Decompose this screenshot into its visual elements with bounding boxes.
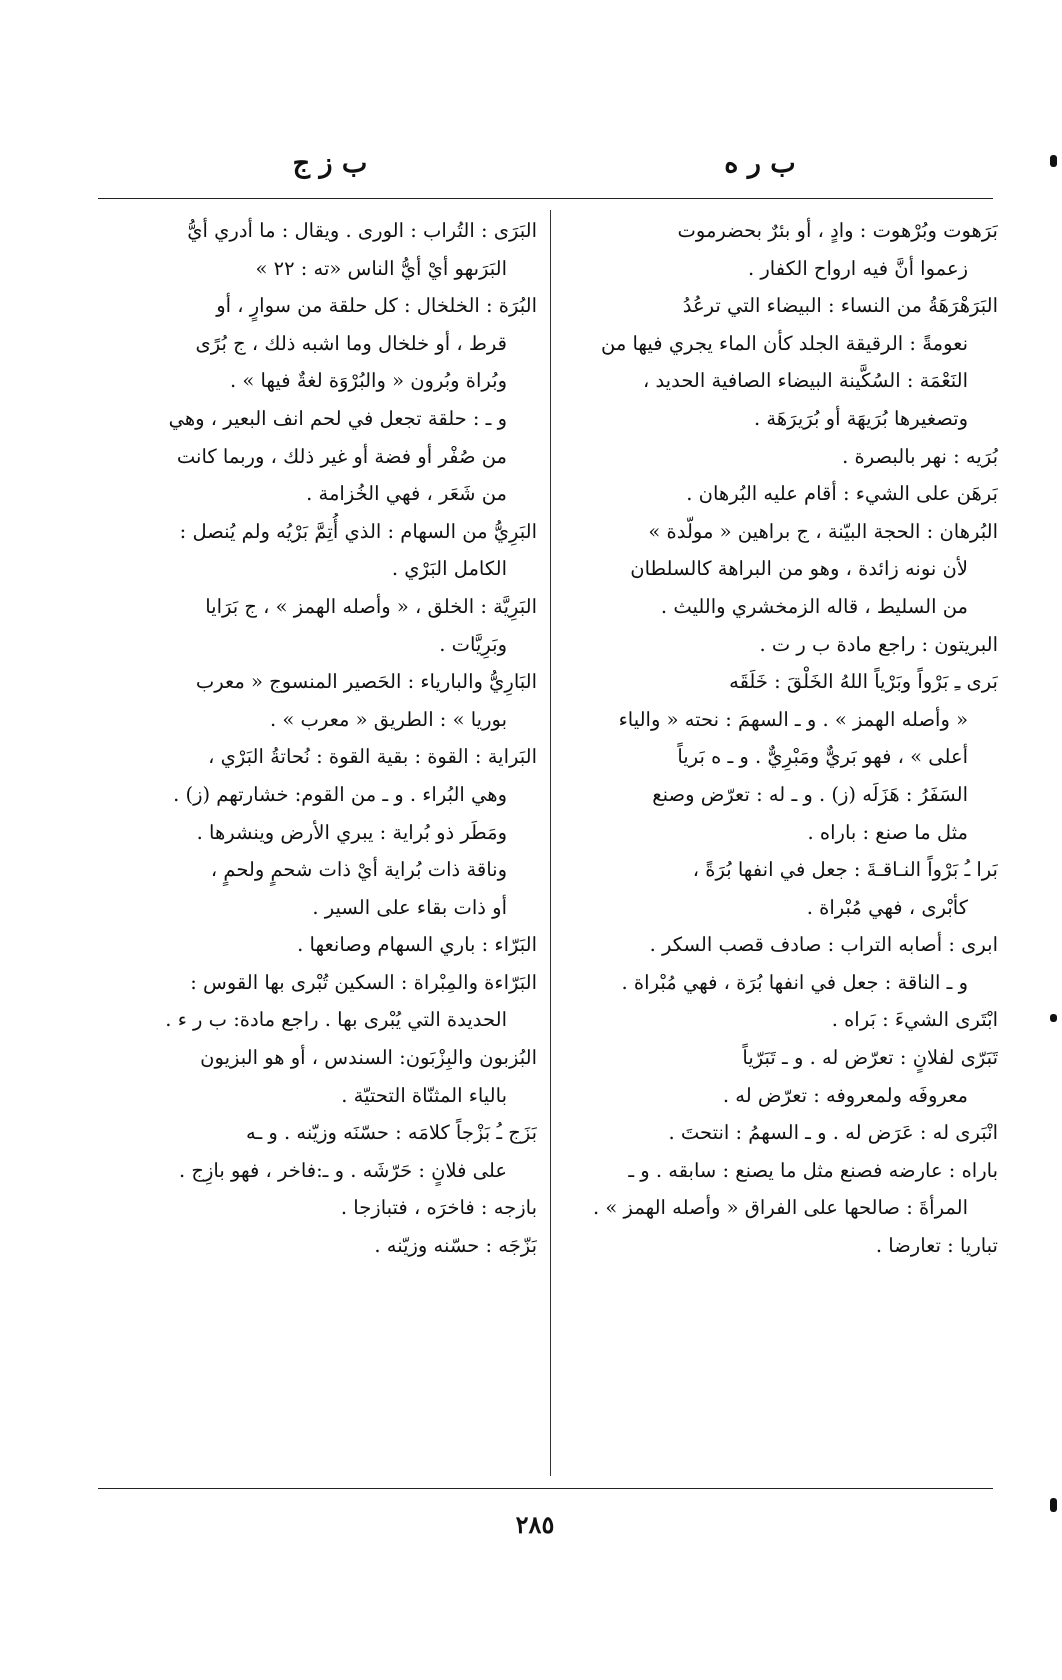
entry-line: زعموا أنَّ فيه ارواح الكفار . <box>747 256 968 280</box>
entry-line: البُرهان : الحجة البيّنة ، ج براهين « مولّدة » <box>648 519 998 543</box>
entry-line: باراه : عارضه فصنع مثل ما يصنع : سابقه . و ـ <box>628 1158 998 1182</box>
entry-line: على فلانٍ : حَرّشَه . و ـ:فاخر ، فهو بازِج . <box>178 1158 507 1182</box>
entry-line: وناقة ذات بُراية أيْ ذات شحمٍ ولحمٍ ، <box>210 858 507 882</box>
entry-line: معروفَه ولمعروفه : تعرّض له . <box>722 1083 968 1107</box>
entry-line: وبُراة وبُرون « والبُرْوَة لغةٌ فيها » . <box>229 369 507 393</box>
entry-line: البَرِيُّ من السهام : الذي أُتِمَّ بَرْيُه ولم يُنصل : <box>179 519 537 543</box>
left-column <box>97 212 537 1476</box>
entry-line: السَفَرُ : هَزَلَه (ز) . و ـ له : تعرّض وصنع <box>652 782 968 806</box>
entry-line: البَرِيَّة : الخلق ، « وأصله الهمز » ، ج بَرَايا <box>205 594 537 618</box>
entry-line: البَراية : القوة : بقية القوة : نُحاتةُ البَرْي ، <box>208 745 537 769</box>
entry-line: البَارِيُّ والبارياء : الحَصير المنسوج « معرب <box>195 670 537 694</box>
right-column <box>558 212 998 1476</box>
entry-line: تَبَرّى لفلانٍ : تعرّض له . و ـ تَبَرّياً <box>742 1046 998 1070</box>
entry-line: من شَعَر ، فهي الخُزامة . <box>306 482 507 506</box>
entry-line: أعلى » ، فهو بَريٌّ ومَبْرِيٌّ . و ـ ه بَرياً <box>677 745 968 769</box>
entry-line: المرأةَ : صالحها على الفراق « وأصله الهمز » . <box>593 1196 968 1220</box>
entry-line: البريتون : راجع مادة ب ر ت . <box>759 632 998 656</box>
entry-line: وهي البُراء . و ـ من القوم: خشارتهم (ز) . <box>173 782 507 806</box>
entry-line: انْبَرى له : عَرَض له . و ـ السهمُ : انتحتَ . <box>668 1121 998 1145</box>
entry-line: البَرَى : التُراب : الورى . ويقال : ما أدري أيُّ <box>187 219 537 242</box>
entry-line: بَزَج ـُ بَزْجاً كلامَه : حسّنَه وزيّنه . و ـه <box>245 1121 537 1145</box>
entry-line: نعومةً : الرقيقة الجلد كأن الماء يجري فيها من <box>601 331 968 355</box>
bottom-rule <box>98 1488 993 1489</box>
entry-line: من صُفْر أو فضة أو غير ذلك ، وربما كانت <box>176 444 507 468</box>
entry-line: مثل ما صنع : باراه . <box>807 820 968 844</box>
entry-line: الكامل البَرْي . <box>391 557 507 581</box>
entry-line: قرط ، أو خلخال وما اشبه ذلك ، ج بُرًى <box>195 331 507 355</box>
entry-line: وتصغيرها بُرَيهَة أو بُرَيرَهَة . <box>753 406 968 430</box>
entry-line: البَرَهْرَهَةُ من النساء : البيضاء التي ترعُدُ <box>682 294 998 318</box>
entry-line: تباريا : تعارضا . <box>875 1234 998 1258</box>
entry-line: ومَطَر ذو بُراية : يبري الأرض وينشرها . <box>196 820 507 844</box>
entry-line: كأبْرى ، فهي مُبْراة . <box>806 895 968 919</box>
entry-line: ابرى : أصابه التراب : صادف قصب السكر . <box>649 933 998 957</box>
entry-line: البَرّاءة والمِبْراة : السكين تُبْرى بها القوس : <box>190 970 537 994</box>
entry-line: الحديدة التي يُبْرى بها . راجع مادة: ب ر ء . <box>165 1008 507 1032</box>
entry-line: بَرا ـُ بَرْواً النـاقـةَ : جعل في انفها بُرَةً ، <box>692 858 998 882</box>
entry-line: بَرهَن على الشيء : أقام عليه البُرهان . <box>686 482 998 506</box>
entry-line: من السليط ، قاله الزمخشري والليث . <box>660 594 968 618</box>
entry-line: و ـ الناقة : جعل في انفها بُرَة ، فهي مُبْراة . <box>621 970 968 994</box>
entry-line: البُزبون والبِزْبَون: السندس ، أو هو البزيون <box>200 1046 537 1070</box>
scan-edge-mark <box>1050 1498 1057 1512</box>
entry-line: و ـ : حلقة تجعل في لحم انف البعير ، وهي <box>168 406 507 430</box>
entry-line: ابْتَرى الشيءَ : بَراه . <box>831 1008 998 1032</box>
entry-line: وبَرِيَّات . <box>439 632 507 656</box>
entry-line: النَعْمَة : السُكَّينة البيضاء الصافية الحديد ، <box>642 369 968 393</box>
scan-edge-mark <box>1050 155 1057 167</box>
entry-line: بُرَيه : نهر بالبصرة . <box>842 444 998 468</box>
scan-edge-mark <box>1050 1014 1057 1022</box>
entry-line: بازجه : فاخرَه ، فتبازجا . <box>340 1196 537 1220</box>
top-rule <box>98 198 993 199</box>
running-head-left: ب ز ج <box>292 148 368 179</box>
entry-line: « وأصله الهمز » . و ـ السهمَ : نحته « والياء <box>618 707 968 731</box>
entry-line: بالياء المثنّاة التحتيّة . <box>341 1083 507 1107</box>
entry-line: لأن نونه زائدة ، وهو من البراهة كالسلطان <box>630 557 968 581</box>
entry-line: البَرَىهو أيْ أيُّ الناس «ته : ٢٢ » <box>255 256 507 280</box>
column-divider <box>550 210 551 1476</box>
entry-line: بَرى ـِ بَرْواً وبَرْياً اللهُ الخَلْقَ : خَلَقَه <box>729 670 998 694</box>
entry-line: بَزّجَه : حسّنه وزيّنه . <box>374 1234 537 1258</box>
running-head-right: ب ر ه <box>724 148 796 179</box>
entry-line: أو ذات بقاء على السير . <box>312 895 507 919</box>
page-number: ٢٨٥ <box>515 1510 555 1539</box>
entry-line: البُرَة : الخلخال : كل حلقة من سوارٍ ، أو <box>216 294 537 318</box>
entry-line: بَرَهوت وبُرْهوت : وادٍ ، أو بئرٌ بحضرموت <box>677 219 998 242</box>
entry-line: البَرّاء : باري السهام وصانعها . <box>297 933 537 957</box>
entry-line: بوريا » : الطريق « معرب » . <box>269 707 507 731</box>
